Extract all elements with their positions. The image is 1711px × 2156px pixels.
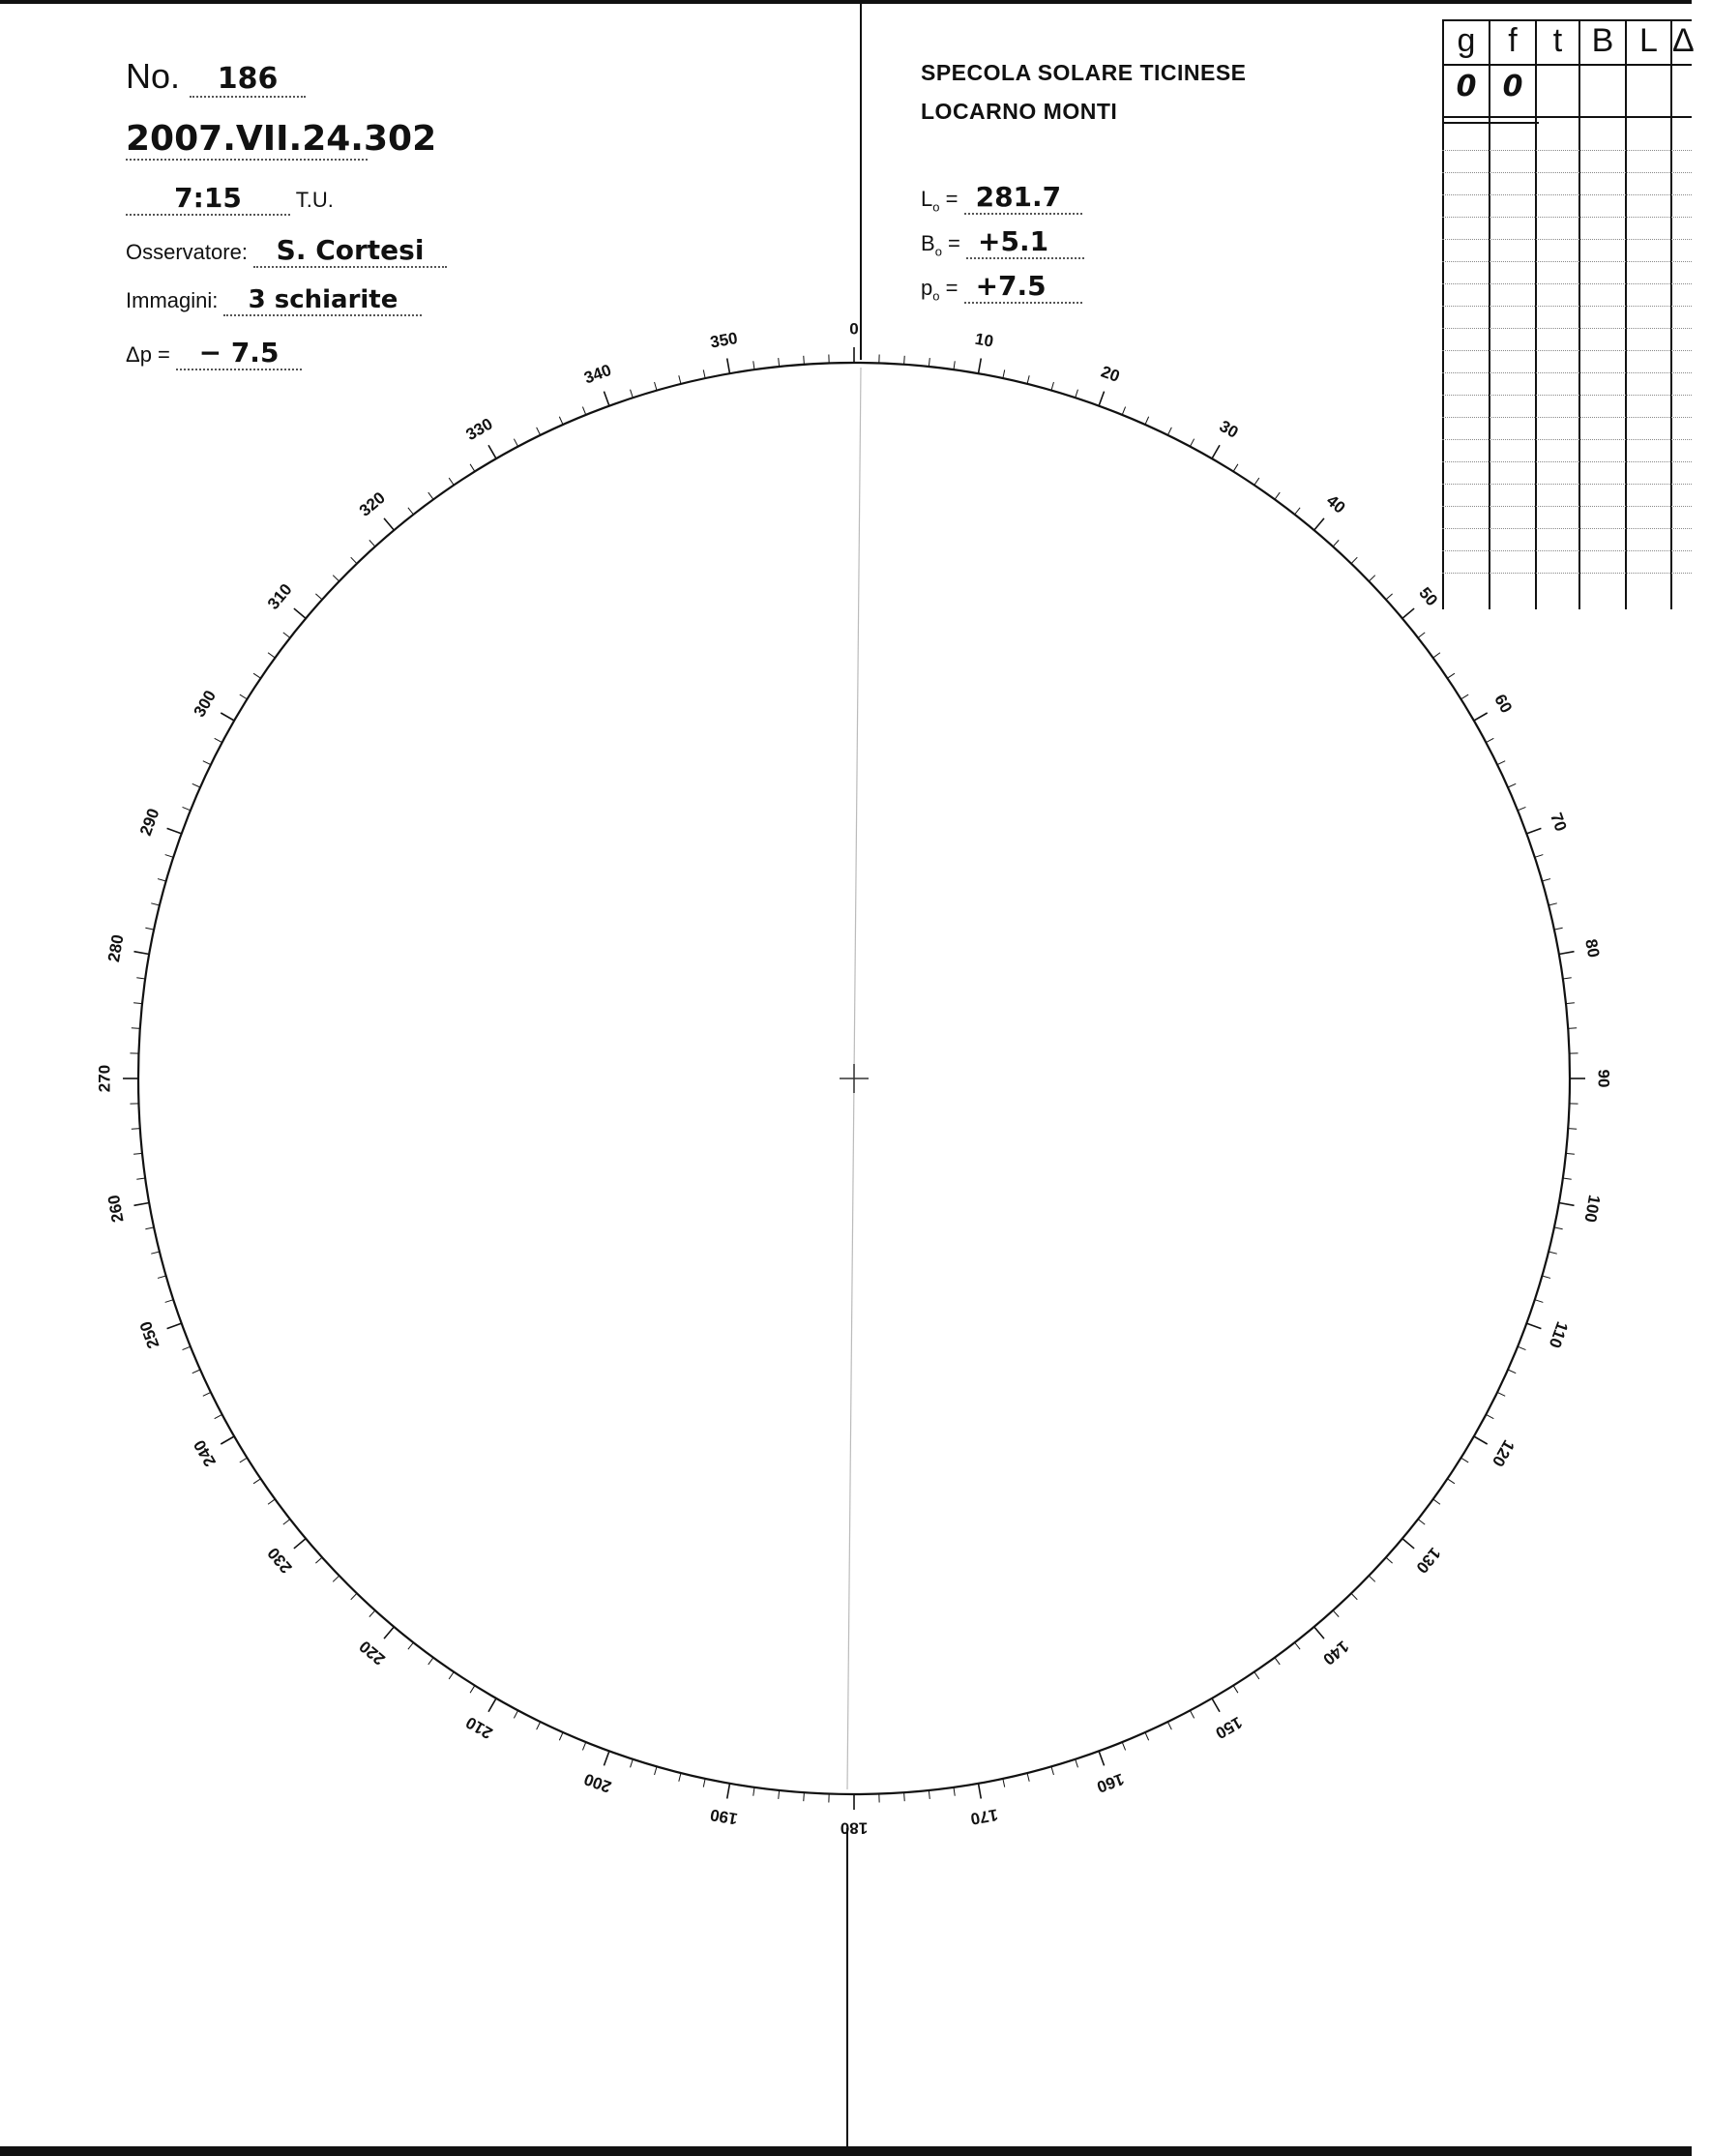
rim-tick — [1386, 1557, 1393, 1563]
rim-tick — [1254, 1671, 1259, 1678]
rim-tick — [315, 1557, 322, 1563]
rim-tick — [240, 1458, 248, 1462]
rim-tick — [1461, 694, 1469, 699]
rim-tick — [1568, 1028, 1577, 1029]
rim-tick — [1167, 428, 1171, 435]
rim-tick — [351, 557, 357, 563]
rim-label-20: 20 — [1098, 362, 1123, 386]
rim-tick — [1402, 608, 1414, 618]
rim-tick — [1145, 417, 1149, 425]
institute-place: LOCARNO MONTI — [921, 99, 1118, 124]
rim-tick — [1518, 807, 1525, 810]
rim-label-190: 190 — [708, 1805, 740, 1829]
rim-tick — [559, 417, 563, 425]
rim-tick — [1508, 1370, 1516, 1373]
rim-label-140: 140 — [1319, 1637, 1353, 1669]
time-value[interactable]: 7:15 — [126, 182, 290, 216]
rim-tick — [537, 428, 541, 435]
rim-tick — [537, 1722, 541, 1729]
param-bo-value[interactable]: +5.1 — [966, 225, 1084, 259]
rim-tick — [631, 390, 634, 399]
rim-tick — [470, 464, 475, 472]
rim-tick — [253, 1479, 260, 1484]
rim-tick — [192, 783, 200, 787]
rim-tick — [428, 492, 433, 499]
rim-tick — [904, 1792, 905, 1801]
rim-tick — [1559, 1202, 1575, 1205]
rim-tick — [167, 828, 182, 833]
rim-tick — [203, 1392, 211, 1396]
sheet-number-label: No. — [126, 56, 181, 96]
table-header-f: f — [1508, 22, 1518, 59]
rim-tick — [1566, 1153, 1575, 1154]
param-po-equals: = — [945, 276, 959, 300]
rim-label-170: 170 — [968, 1805, 1000, 1829]
rim-tick — [1314, 518, 1324, 530]
rim-tick — [1275, 492, 1280, 499]
rim-label-320: 320 — [355, 487, 389, 520]
rim-label-300: 300 — [190, 687, 221, 721]
rim-tick — [1122, 407, 1125, 415]
date-code-value[interactable]: 2007.VII.24.302 — [126, 119, 437, 159]
sheet-number-value[interactable]: 186 — [190, 62, 306, 98]
rim-tick — [1474, 713, 1488, 721]
rim-tick — [1099, 1751, 1104, 1765]
rim-tick — [369, 1610, 375, 1617]
rim-tick — [151, 903, 160, 905]
rim-tick — [978, 1784, 981, 1799]
rim-tick — [1122, 1742, 1125, 1750]
delta-p-label: Δp = — [126, 342, 170, 367]
rim-label-240: 240 — [190, 1436, 221, 1470]
rim-label-60: 60 — [1490, 691, 1517, 717]
table-header-l: L — [1639, 22, 1658, 59]
images-value[interactable]: 3 schiarite — [223, 285, 422, 316]
rim-tick — [1076, 390, 1078, 399]
rim-tick — [1333, 1610, 1339, 1617]
rim-tick — [1295, 508, 1301, 515]
rim-tick — [1486, 738, 1493, 742]
rim-tick — [1461, 1458, 1469, 1462]
rim-label-280: 280 — [103, 932, 128, 964]
rim-tick — [655, 382, 657, 391]
rim-label-160: 160 — [1094, 1769, 1127, 1797]
rim-tick — [514, 439, 517, 447]
rim-label-30: 30 — [1216, 416, 1242, 442]
rim-tick — [384, 518, 394, 530]
rim-tick — [1275, 1658, 1280, 1665]
param-bo-label: B — [921, 231, 935, 255]
rim-tick — [333, 1576, 339, 1581]
rim-tick — [294, 1539, 306, 1549]
rim-tick — [283, 633, 290, 638]
rim-tick — [1566, 1003, 1575, 1004]
param-lo-subscript: o — [932, 199, 940, 215]
rim-tick — [165, 855, 174, 858]
rim-tick — [1542, 1276, 1550, 1278]
rim-label-10: 10 — [973, 329, 995, 351]
rim-tick — [1433, 1499, 1440, 1504]
rim-tick — [268, 653, 275, 658]
rim-tick — [1526, 828, 1541, 833]
delta-p-value[interactable]: − 7.5 — [176, 337, 302, 370]
rim-tick — [1099, 392, 1104, 406]
images-label: Immagini: — [126, 288, 219, 312]
rim-tick — [1003, 1779, 1005, 1787]
rim-tick — [1333, 540, 1339, 546]
rim-tick — [1212, 445, 1220, 458]
rim-tick — [1386, 594, 1393, 600]
rim-label-260: 260 — [103, 1193, 128, 1225]
rim-label-70: 70 — [1547, 810, 1571, 835]
rim-label-350: 350 — [708, 328, 740, 352]
observer-value[interactable]: S. Cortesi — [253, 234, 447, 268]
rim-tick — [133, 1003, 142, 1004]
rim-tick — [1526, 1323, 1541, 1328]
rim-tick — [804, 356, 805, 365]
rim-tick — [1474, 1436, 1488, 1444]
rim-tick — [1167, 1722, 1171, 1729]
rim-label-340: 340 — [581, 360, 614, 388]
rim-tick — [294, 608, 306, 618]
rim-tick — [1233, 464, 1238, 472]
rim-tick — [240, 694, 248, 699]
rim-tick — [582, 407, 585, 415]
table-value-f[interactable]: 0 — [1502, 70, 1523, 103]
rim-tick — [1447, 1479, 1454, 1484]
rim-tick — [1486, 1414, 1493, 1418]
rim-tick — [145, 928, 154, 930]
rim-tick — [1508, 783, 1516, 787]
rim-tick — [1051, 382, 1053, 391]
param-lo-equals: = — [945, 187, 959, 211]
rim-tick — [779, 358, 780, 367]
bottom-border — [0, 2146, 1692, 2156]
param-lo-value[interactable]: 281.7 — [964, 181, 1082, 215]
rim-tick — [1003, 369, 1005, 378]
table-header-t: t — [1552, 22, 1563, 59]
table-value-g[interactable]: 0 — [1456, 70, 1477, 103]
param-lo-label: L — [921, 187, 933, 211]
table-header-g: g — [1457, 22, 1476, 59]
rim-label-250: 250 — [135, 1318, 163, 1351]
observer-label: Osservatore: — [126, 240, 248, 264]
rim-tick — [132, 1129, 140, 1130]
rim-tick — [514, 1710, 517, 1718]
rim-tick — [703, 1779, 705, 1787]
param-bo-subscript: o — [934, 244, 942, 259]
rim-tick — [1027, 1773, 1029, 1782]
table-header-delta: Δ — [1672, 22, 1695, 59]
rim-tick — [582, 1742, 585, 1750]
rim-tick — [1402, 1539, 1414, 1549]
rim-tick — [183, 807, 191, 810]
param-bo-equals: = — [948, 231, 960, 255]
rim-label-310: 310 — [263, 579, 296, 613]
rim-label-230: 230 — [263, 1544, 296, 1578]
rim-label-270: 270 — [95, 1064, 114, 1093]
rim-tick — [268, 1499, 275, 1504]
param-po-label: p — [921, 276, 933, 300]
rim-label-100: 100 — [1580, 1193, 1605, 1225]
rim-tick — [315, 594, 322, 600]
rim-tick — [1535, 855, 1544, 858]
rim-tick — [133, 952, 149, 955]
rim-tick — [165, 1300, 174, 1303]
rim-tick — [679, 375, 681, 384]
rim-tick — [215, 738, 222, 742]
rim-tick — [559, 1732, 563, 1740]
rim-tick — [1145, 1732, 1149, 1740]
rim-label-80: 80 — [1581, 937, 1604, 960]
rim-tick — [183, 1346, 191, 1349]
rim-tick — [753, 361, 754, 369]
institute-name: SPECOLA SOLARE TICINESE — [921, 60, 1247, 85]
rim-tick — [283, 1520, 290, 1525]
rim-tick — [1563, 1178, 1572, 1179]
rim-tick — [133, 1202, 149, 1205]
rim-tick — [1447, 673, 1454, 678]
rim-tick — [167, 1323, 182, 1328]
rim-tick — [1497, 761, 1505, 765]
rim-tick — [1554, 928, 1563, 930]
rim-tick — [1190, 1710, 1194, 1718]
rim-label-90: 90 — [1594, 1069, 1613, 1088]
rim-tick — [1418, 633, 1425, 638]
rim-label-50: 50 — [1415, 583, 1442, 610]
rim-tick — [384, 1627, 394, 1639]
rim-tick — [1295, 1642, 1301, 1649]
rim-tick — [408, 1642, 414, 1649]
rim-tick — [604, 1751, 608, 1765]
rim-tick — [1076, 1759, 1078, 1768]
rim-tick — [428, 1658, 433, 1665]
rim-tick — [954, 361, 955, 369]
rim-tick — [488, 445, 496, 458]
rim-tick — [1418, 1520, 1425, 1525]
rim-tick — [631, 1759, 634, 1768]
rim-tick — [1549, 903, 1557, 905]
rim-label-40: 40 — [1322, 490, 1349, 517]
rim-tick — [470, 1686, 475, 1694]
rim-tick — [136, 1178, 145, 1179]
rim-tick — [978, 358, 981, 373]
rim-tick — [604, 392, 608, 406]
rim-tick — [192, 1370, 200, 1373]
rim-tick — [1212, 1698, 1220, 1712]
rim-label-150: 150 — [1212, 1712, 1246, 1743]
rim-tick — [753, 1787, 754, 1796]
rim-tick — [1554, 1227, 1563, 1229]
rim-tick — [1351, 557, 1357, 563]
rim-tick — [1568, 1129, 1577, 1130]
rim-label-210: 210 — [462, 1712, 496, 1743]
rim-tick — [1351, 1593, 1357, 1599]
rim-tick — [1051, 1766, 1053, 1775]
rim-tick — [1369, 1576, 1374, 1581]
rim-tick — [221, 1436, 234, 1444]
rim-tick — [133, 1153, 142, 1154]
rim-tick — [158, 1276, 166, 1278]
rim-tick — [804, 1792, 805, 1801]
rim-tick — [655, 1766, 657, 1775]
rim-tick — [727, 1784, 730, 1799]
rim-label-290: 290 — [135, 806, 163, 839]
rim-tick — [1559, 952, 1575, 955]
rim-tick — [1190, 439, 1194, 447]
rim-label-110: 110 — [1545, 1318, 1572, 1351]
rim-tick — [954, 1787, 955, 1796]
rim-tick — [703, 369, 705, 378]
rim-tick — [1518, 1346, 1525, 1349]
rim-tick — [333, 576, 339, 581]
rim-tick — [1027, 375, 1029, 384]
rim-tick — [369, 540, 375, 546]
rim-tick — [449, 1671, 454, 1678]
rim-label-330: 330 — [462, 414, 496, 445]
rim-label-200: 200 — [581, 1769, 614, 1797]
rim-tick — [151, 1252, 160, 1254]
rim-tick — [215, 1414, 222, 1418]
param-po-value[interactable]: +7.5 — [964, 270, 1082, 304]
rim-tick — [1563, 978, 1572, 979]
rim-tick — [408, 508, 414, 515]
rim-label-220: 220 — [355, 1637, 389, 1669]
rim-tick — [1369, 576, 1374, 581]
rim-label-0: 0 — [849, 319, 859, 339]
rim-tick — [351, 1593, 357, 1599]
rim-label-120: 120 — [1488, 1436, 1519, 1470]
rim-tick — [145, 1227, 154, 1229]
rim-tick — [203, 761, 211, 765]
rim-tick — [1535, 1300, 1544, 1303]
rim-tick — [1497, 1392, 1505, 1396]
param-po-subscript: o — [932, 288, 940, 304]
rim-tick — [136, 978, 145, 979]
rim-tick — [253, 673, 260, 678]
rim-tick — [679, 1773, 681, 1782]
rim-tick — [1433, 653, 1440, 658]
rim-tick — [488, 1698, 496, 1712]
rim-tick — [449, 478, 454, 485]
rim-tick — [1314, 1627, 1324, 1639]
rim-label-130: 130 — [1412, 1544, 1445, 1578]
rim-tick — [158, 879, 166, 881]
rim-tick — [904, 356, 905, 365]
rim-tick — [1549, 1252, 1557, 1254]
rim-tick — [221, 713, 234, 721]
rim-tick — [727, 358, 730, 373]
table-header-b: B — [1591, 22, 1614, 59]
rim-tick — [132, 1028, 140, 1029]
rim-label-180: 180 — [840, 1818, 869, 1838]
rim-tick — [779, 1790, 780, 1799]
rim-tick — [1542, 879, 1550, 881]
rim-tick — [1233, 1686, 1238, 1694]
rim-tick — [1254, 478, 1259, 485]
time-unit-label: T.U. — [295, 188, 334, 212]
